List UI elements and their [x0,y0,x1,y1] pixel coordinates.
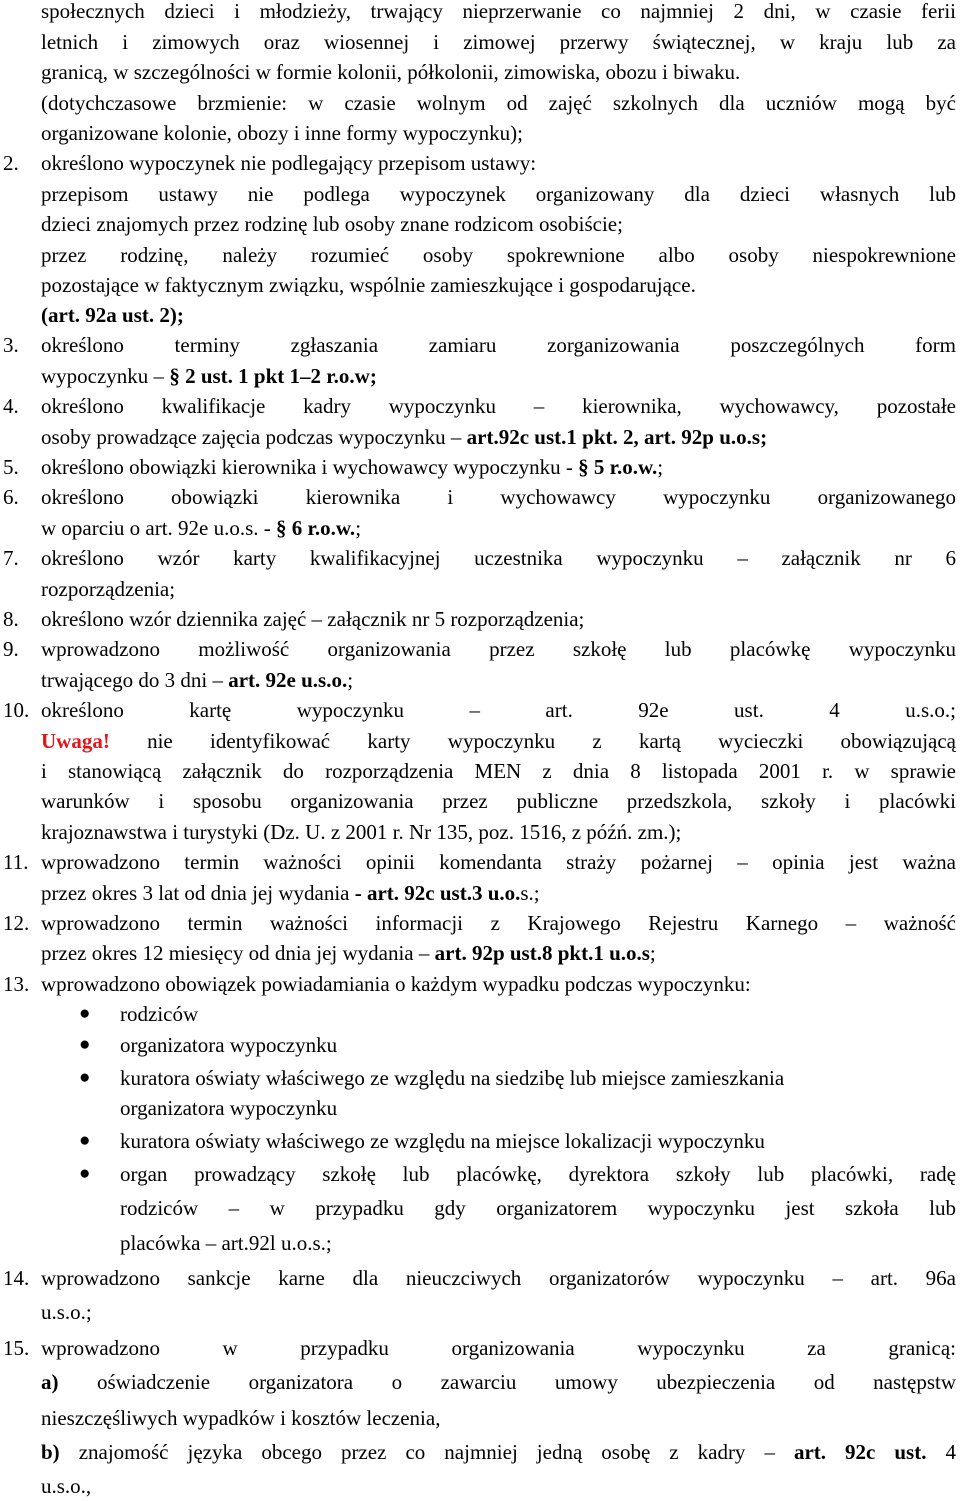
item-text: pozostające w faktycznym związku, wspólnie zamieszkujące i gospodarujące. [41,273,696,297]
item-number: 13. [3,972,30,996]
bullet-text: rodziców [120,1002,199,1026]
bullet-item [0,1030,960,1060]
item-text: wprowadzono termin ważności opinii komendanta straży pożarnej – opinia jest ważna [41,850,956,874]
item-text: przez okres 3 lat od dnia jej wydania [41,881,355,905]
list-item-9 [0,634,960,664]
bullet-text: placówka – art.92l u.o.s.; [120,1231,332,1255]
item-number: 11. [3,850,29,874]
punctuation: ; [657,455,664,479]
bullet-item [0,1159,960,1189]
bullet-item [0,1126,960,1156]
item-text: znajomość języka obcego przez co najmniej jedną osobę z kadry – [59,1440,794,1464]
text-line [0,1367,960,1397]
text-line [0,756,960,786]
text-line [0,878,960,908]
text-line [0,270,960,300]
item-number: 9. [3,637,19,661]
list-item-14 [0,1263,960,1293]
paragraph-text: społecznych dzieci i młodzieży, trwający nieprzerwanie co najmniej 2 dni, w czasie ferii [41,0,956,23]
list-item-7 [0,543,960,573]
legal-reference: art. 92p ust.8 pkt.1 u.o.s [434,941,650,965]
item-text: wypoczynku – [41,364,170,388]
text-line [0,240,960,270]
legal-reference: § 6 r.o.w. [276,516,356,540]
item-text: określono kartę wypoczynku – art. 92e ust. 4 u.s.o.; [41,698,956,722]
item-text: przepisom ustawy nie podlega wypoczynek organizowany dla dzieci własnych lub [41,182,956,206]
legal-reference: art.92c ust.1 pkt. 2, art. 92p u.o.s; [466,425,768,449]
list-item-8 [0,604,960,634]
item-text: oświadczenie organizatora o zawarciu umowy ubezpieczenia od następstw [58,1370,956,1394]
paragraph-text: organizowane kolonie, obozy i inne formy wypoczynku); [41,121,523,145]
paragraph-text: (dotychczasowe brzmienie: w czasie wolnym od zajęć szkolnych dla uczniów mogą być [41,91,956,115]
text-line [0,57,960,87]
item-number: 14. [3,1266,30,1290]
text-line [0,1093,960,1123]
list-item-15 [0,1333,960,1363]
item-text: osoby prowadzące zajęcia podczas wypoczynku – [41,425,467,449]
text-line [0,938,960,968]
item-text: w oparciu o art. 92e u.o.s. - [41,516,277,540]
text-line [0,422,960,452]
text-line [0,300,960,330]
item-number: 3. [3,333,19,357]
item-text: wprowadzono obowiązek powiadamiania o każdym wypadku podczas wypoczynku: [41,972,751,996]
punctuation: ; [347,668,354,692]
text-line [0,1297,960,1327]
text-line [0,574,960,604]
bullet-icon: ● [79,1003,91,1024]
item-text: 4 [926,1440,956,1464]
text-line [0,179,960,209]
item-text: nie identyfikować karty wypoczynku z kartą wycieczki obowiązującą [109,729,956,753]
text-line [0,665,960,695]
text-line [0,1228,960,1258]
paragraph-text: granicą, w szczególności w formie kolonii, półkolonii, zimowiska, obozu i biwaku. [41,60,741,84]
item-text: określono wzór dziennika zajęć – załącznik nr 5 rozporządzenia; [41,607,585,631]
text-line [0,1437,960,1467]
item-text: nieszczęśliwych wypadków i kosztów leczenia, [41,1406,441,1430]
text-line [0,209,960,239]
legal-reference: (art. 92a ust. 2); [41,303,184,327]
text-line [0,361,960,391]
text-line [0,1471,960,1501]
bullet-icon: ● [79,1067,91,1088]
item-number: 4. [3,394,19,418]
list-item-2 [0,148,960,178]
list-item-5 [0,452,960,482]
list-item-10 [0,695,960,725]
paragraph-text: letnich i zimowych oraz wiosennej i zimowej przerwy świątecznej, w kraju lub za [41,30,956,54]
item-number: 12. [3,911,30,935]
list-item-13 [0,969,960,999]
text-line [0,118,960,148]
bullet-icon: ● [79,1034,91,1055]
bullet-item [0,1063,960,1093]
bullet-text: kuratora oświaty właściwego ze względu na miejsce lokalizacji wypoczynku [120,1129,765,1153]
item-text: wprowadzono termin ważności informacji z Krajowego Rejestru Karnego – ważność [41,911,956,935]
text-line [0,88,960,118]
legal-reference: art. 92c ust. [793,1440,927,1464]
bullet-text: organizatora wypoczynku [120,1096,338,1120]
list-item-12 [0,908,960,938]
item-number: 15. [3,1336,30,1360]
item-text: warunków i sposobu organizowania przez publiczne przedszkola, szkoły i placówki [41,789,956,813]
sub-letter: a) [41,1370,59,1394]
legal-reference: art. 92e u.s.o. [228,668,348,692]
text-line [0,1193,960,1223]
item-number: 6. [3,485,19,509]
text-line [0,817,960,847]
item-text: wprowadzono sankcje karne dla nieuczciwych organizatorów wypoczynku – art. 96a [41,1266,956,1290]
item-text: rozporządzenia; [41,577,176,601]
bullet-item [0,999,960,1029]
legal-reference: § 2 ust. 1 pkt 1–2 r.o.w; [169,364,377,388]
warning-label: Uwaga! [41,729,110,753]
bullet-text: organizatora wypoczynku [120,1033,338,1057]
text-line [0,513,960,543]
list-item-11 [0,847,960,877]
item-text: określono wypoczynek nie podlegający przepisom ustawy: [41,151,537,175]
item-number: 7. [3,546,19,570]
sub-letter: b) [41,1440,60,1464]
item-text: wprowadzono w przypadku organizowania wypoczynku za granicą: [41,1336,956,1360]
item-number: 5. [3,455,19,479]
punctuation: ; [649,941,656,965]
text-line [0,786,960,816]
bullet-text: rodziców – w przypadku gdy organizatorem wypoczynku jest szkoła lub [120,1196,956,1220]
item-text: określono terminy zgłaszania zamiaru zorganizowania poszczególnych form [41,333,956,357]
item-text: u.s.o.; [41,1300,92,1324]
bullet-text: organ prowadzący szkołę lub placówkę, dyrektora szkoły lub placówki, radę [120,1162,956,1186]
list-item-4 [0,391,960,421]
item-text: wprowadzono możliwość organizowania przez szkołę lub placówkę wypoczynku [41,637,956,661]
list-item-3 [0,330,960,360]
item-text: dzieci znajomych przez rodzinę lub osoby znane rodzicom osobiście; [41,212,623,236]
bullet-text: kuratora oświaty właściwego ze względu na siedzibę lub miejsce zamieszkania [120,1066,785,1090]
item-text: krajoznawstwa i turystyki (Dz. U. z 2001 r. Nr 135, poz. 1516, z późń. zm.); [41,820,682,844]
item-number: 8. [3,607,19,631]
item-number: 10. [3,698,30,722]
bullet-icon: ● [79,1163,91,1184]
item-text: określono obowiązki kierownika i wychowawcy wypoczynku - [41,455,579,479]
legal-reference: - art. 92c ust.3 u.o. [354,881,521,905]
text-line [0,726,960,756]
item-text: i stanowiącą załącznik do rozporządzenia MEN z dnia 8 listopada 2001 r. w sprawie [41,759,956,783]
punctuation: s.; [520,881,540,905]
legal-reference: § 5 r.o.w. [578,455,658,479]
item-text: przez okres 12 miesięcy od dnia jej wydania – [41,941,435,965]
text-line [0,27,960,57]
item-text: trwającego do 3 dni – [41,668,229,692]
text-line [0,1403,960,1433]
item-text: u.s.o., [41,1474,92,1498]
item-text: określono wzór karty kwalifikacyjnej uczestnika wypoczynku – załącznik nr 6 [41,546,956,570]
bullet-icon: ● [79,1130,91,1151]
item-text: określono obowiązki kierownika i wychowawcy wypoczynku organizowanego [41,485,956,509]
item-text: przez rodzinę, należy rozumieć osoby spokrewnione albo osoby niespokrewnione [41,243,956,267]
item-text: określono kwalifikacje kadry wypoczynku – kierownika, wychowawcy, pozostałe [41,394,956,418]
item-number: 2. [3,151,19,175]
list-item-6 [0,482,960,512]
text-line [0,0,960,26]
punctuation: ; [355,516,362,540]
